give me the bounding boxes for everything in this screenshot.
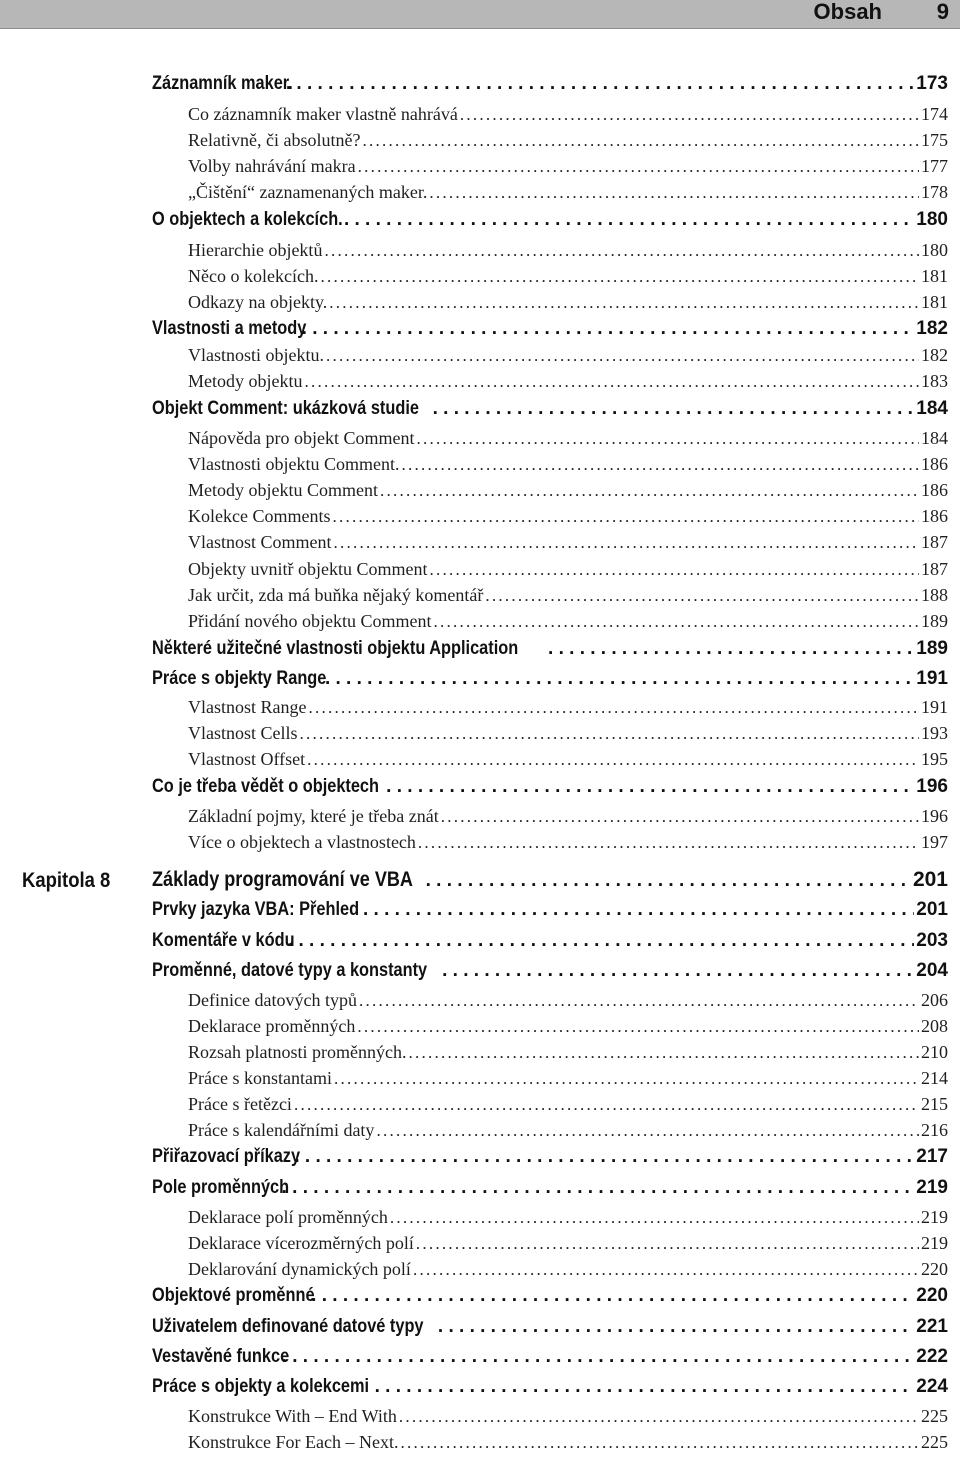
toc-leader-dots <box>413 1260 919 1280</box>
toc-subsection-row <box>188 130 948 156</box>
toc-entry-title: Co je třeba vědět o objektech <box>152 776 380 797</box>
toc-page-number: 177 <box>921 156 948 176</box>
toc-page-number: 186 <box>921 480 948 500</box>
toc-leader-dots <box>324 241 919 261</box>
toc-entry-title: Práce s objekty Range <box>152 668 327 689</box>
toc-subsection-row <box>188 1259 948 1285</box>
toc-page-number: 221 <box>916 1316 948 1337</box>
toc-page-number: 180 <box>921 240 948 260</box>
toc-page-number: 197 <box>921 832 948 852</box>
toc-entry-title: Deklarace vícerozměrných polí <box>188 1233 414 1253</box>
toc-leader-dots <box>282 1346 915 1368</box>
toc-subsection-row <box>188 428 948 454</box>
toc-entry-title: Konstrukce With – End With <box>188 1406 397 1426</box>
toc-leader-dots <box>320 267 919 287</box>
toc-leader-dots <box>400 1433 919 1453</box>
toc-section-row <box>152 209 948 239</box>
toc-entry-title: Metody objektu Comment <box>188 480 378 500</box>
toc-entry-title: Něco o kolekcích. <box>188 266 319 286</box>
toc-page-number: 188 <box>921 585 948 605</box>
toc-page-number: 208 <box>921 1016 948 1036</box>
toc-entry-title: Pole proměnných <box>152 1177 290 1198</box>
toc-leader-dots <box>288 930 914 952</box>
toc-leader-dots <box>376 1121 919 1141</box>
toc-page-number: 195 <box>921 749 948 769</box>
toc-page-number: 187 <box>921 559 948 579</box>
toc-page-number: 175 <box>921 130 948 150</box>
toc-leader-dots <box>375 1376 915 1398</box>
toc-subsection-row <box>188 1094 948 1120</box>
toc-leader-dots <box>309 698 920 718</box>
toc-page-number: 214 <box>921 1068 948 1088</box>
toc-subsection-row <box>188 1016 948 1042</box>
toc-leader-dots <box>416 429 919 449</box>
toc-page-number: 224 <box>916 1376 948 1397</box>
toc-leader-dots <box>282 1177 915 1199</box>
toc-section-row <box>152 638 948 668</box>
toc-page-number: 201 <box>912 868 948 891</box>
toc-section-row <box>152 1146 948 1176</box>
toc-subsection-row <box>188 1120 948 1146</box>
toc-page-number: 174 <box>921 104 948 124</box>
toc-entry-title: Relativně, či absolutně? <box>188 130 361 150</box>
toc-section-row <box>152 1285 948 1315</box>
toc-leader-dots <box>429 560 919 580</box>
toc-entry-title: Definice datových typů <box>188 990 357 1010</box>
toc-leader-dots <box>294 1146 914 1168</box>
toc-section-row <box>152 930 948 960</box>
toc-entry-title: Více o objektech a vlastnostech <box>188 832 416 852</box>
toc-subsection-row <box>188 1432 948 1458</box>
toc-page-number: 219 <box>921 1207 948 1227</box>
toc-leader-dots <box>399 1407 919 1427</box>
toc-page-number: 210 <box>921 1042 948 1062</box>
toc-page-number: 215 <box>921 1094 948 1114</box>
toc-page-number: 201 <box>916 899 948 920</box>
toc-entry-title: Proměnné, datové typy a konstanty <box>152 960 428 981</box>
toc-leader-dots <box>442 960 914 982</box>
toc-page-number: 225 <box>921 1406 948 1426</box>
toc-page-number: 182 <box>916 318 948 339</box>
toc-entry-title: Základy programování ve VBA <box>152 868 413 891</box>
toc-page-number: 196 <box>921 806 948 826</box>
toc-entry-title: Objekty uvnitř objektu Comment <box>188 559 428 579</box>
toc-page-number: 182 <box>921 345 948 365</box>
toc-section-row <box>152 1346 948 1376</box>
toc-page-number: 173 <box>916 73 948 94</box>
toc-entry-title: Uživatelem definované datové typy <box>152 1316 424 1337</box>
toc-leader-dots <box>390 1208 919 1228</box>
toc-entry-title: Volby nahrávání makra <box>188 156 356 176</box>
toc-leader-dots <box>302 318 915 340</box>
toc-entry-title: Přiřazovací příkazy <box>152 1146 301 1167</box>
toc-page-number: 220 <box>916 1285 948 1306</box>
toc-leader-dots <box>416 1234 919 1254</box>
toc-entry-title: Přidání nového objektu Comment <box>188 611 432 631</box>
toc-leader-dots <box>433 398 915 420</box>
toc-subsection-row <box>188 832 948 858</box>
toc-leader-dots <box>438 1316 914 1338</box>
toc-leader-dots <box>402 455 920 475</box>
toc-entry-title: Záznamník maker. <box>152 73 293 94</box>
toc-subsection-row <box>188 990 948 1016</box>
toc-entry-title: Vlastnost Comment <box>188 532 332 552</box>
toc-entry-title: Deklarace proměnných <box>188 1016 356 1036</box>
toc-section-row <box>152 318 948 348</box>
toc-entry-title: Rozsah platnosti proměnných. <box>188 1042 407 1062</box>
toc-page-number: 181 <box>921 292 948 312</box>
toc-entry-title: Práce s kalendářními daty <box>188 1120 375 1140</box>
toc-subsection-row <box>188 1068 948 1094</box>
toc-page-number: 180 <box>916 209 948 230</box>
toc-leader-dots <box>307 750 919 770</box>
toc-entry-title: „Čištění“ zaznamenaných maker. <box>188 182 428 202</box>
toc-section-row <box>152 73 948 103</box>
toc-section-row <box>152 1316 948 1346</box>
toc-page-number: 204 <box>916 960 948 981</box>
toc-page-number: 191 <box>921 697 948 717</box>
toc-section-row <box>152 1177 948 1207</box>
toc-leader-dots <box>332 507 919 527</box>
toc-entry-title: Vlastnosti objektu. <box>188 345 324 365</box>
toc-leader-dots <box>408 1043 919 1063</box>
toc-leader-dots <box>460 105 919 125</box>
toc-leader-dots <box>548 638 914 660</box>
toc-page-number: 184 <box>916 398 948 419</box>
toc-entry-title: Komentáře v kódu <box>152 930 295 951</box>
toc-page-number: 187 <box>921 532 948 552</box>
chapter-label: Kapitola 8 <box>22 869 111 892</box>
toc-subsection-row <box>188 292 948 318</box>
toc-entry-title: Vlastnosti a metody <box>152 318 307 339</box>
toc-page-number: 219 <box>921 1233 948 1253</box>
toc-subsection-row <box>188 1042 948 1068</box>
toc-subsection-row <box>188 697 948 723</box>
toc-leader-dots <box>359 991 919 1011</box>
toc-entry-title: Hierarchie objektů <box>188 240 323 260</box>
toc-entry-title: Kolekce Comments <box>188 506 331 526</box>
toc-subsection-row <box>188 156 948 182</box>
toc-leader-dots <box>418 833 919 853</box>
toc-page-number: 220 <box>921 1259 948 1279</box>
toc-section-row <box>152 398 948 428</box>
toc-entry-title: Vestavěné funkce <box>152 1346 290 1367</box>
toc-page-number: 203 <box>916 930 948 951</box>
toc-entry-title: O objektech a kolekcích. <box>152 209 343 230</box>
toc-section-row <box>152 668 948 698</box>
toc-entry-title: Odkazy na objekty. <box>188 292 328 312</box>
toc-entry-title: Metody objektu <box>188 371 303 391</box>
toc-page-number: 189 <box>916 638 948 659</box>
toc-entry-title: Vlastnost Offset <box>188 749 306 769</box>
toc-leader-dots <box>386 776 914 798</box>
toc-section-row <box>152 1376 948 1406</box>
toc-page-number: 183 <box>921 371 948 391</box>
toc-leader-dots <box>334 1069 919 1089</box>
running-header-title: Obsah <box>813 0 882 24</box>
toc-section-row <box>152 776 948 806</box>
toc-entry-title: Vlastnosti objektu Comment. <box>188 454 400 474</box>
toc-page-number: 186 <box>921 506 948 526</box>
toc-subsection-row <box>188 611 948 637</box>
toc-entry-title: Deklarování dynamických polí <box>188 1259 411 1279</box>
toc-page-number: 196 <box>916 776 948 797</box>
toc-leader-dots <box>363 899 914 921</box>
toc-entry-title: Práce s řetězci <box>188 1094 292 1114</box>
toc-page-number: 184 <box>921 428 948 448</box>
toc-entry-title: Práce s objekty a kolekcemi <box>152 1376 370 1397</box>
toc-subsection-row <box>188 240 948 266</box>
toc-entry-title: Nápověda pro objekt Comment <box>188 428 415 448</box>
toc-subsection-row <box>188 806 948 832</box>
toc-leader-dots <box>286 73 914 95</box>
toc-leader-dots <box>300 724 919 744</box>
toc-leader-dots <box>357 1017 919 1037</box>
toc-leader-dots <box>441 807 919 827</box>
toc-leader-dots <box>380 481 919 501</box>
toc-page-number: 178 <box>921 182 948 202</box>
toc-leader-dots <box>433 612 919 632</box>
toc-entry-title: Některé užitečné vlastnosti objektu Application <box>152 638 519 659</box>
toc-subsection-row <box>188 104 948 130</box>
toc-entry-title: Práce s konstantami <box>188 1068 332 1088</box>
running-header-page-number: 9 <box>936 0 949 24</box>
toc-page-number: 225 <box>921 1432 948 1452</box>
toc-leader-dots <box>358 157 919 177</box>
toc-entry-title: Objektové proměnné <box>152 1285 315 1306</box>
toc-page-number: 206 <box>921 990 948 1010</box>
toc-leader-dots <box>344 209 914 231</box>
toc-entry-title: Prvky jazyka VBA: Přehled <box>152 899 360 920</box>
toc-subsection-row <box>188 532 948 558</box>
toc-subsection-row <box>188 1207 948 1233</box>
toc-subsection-row <box>188 266 948 292</box>
toc-entry-title: Objekt Comment: ukázková studie <box>152 398 419 419</box>
toc-page-number: 181 <box>921 266 948 286</box>
toc-subsection-row <box>188 723 948 749</box>
toc-entry-title: Vlastnost Range <box>188 697 307 717</box>
toc-entry-title: Konstrukce For Each – Next. <box>188 1432 399 1452</box>
toc-subsection-row <box>188 749 948 775</box>
toc-entry-title: Základní pojmy, které je třeba znát <box>188 806 439 826</box>
toc-leader-dots <box>485 586 919 606</box>
toc-subsection-row <box>188 454 948 480</box>
toc-leader-dots <box>305 372 920 392</box>
toc-leader-dots <box>329 293 919 313</box>
toc-page-number: 216 <box>921 1120 948 1140</box>
toc-subsection-row <box>188 1233 948 1259</box>
toc-leader-dots <box>311 1285 914 1307</box>
toc-leader-dots <box>429 183 919 203</box>
toc-subsection-row <box>188 506 948 532</box>
toc-page-number: 217 <box>916 1146 948 1167</box>
toc-section-row <box>152 899 948 929</box>
toc-subsection-row <box>188 585 948 611</box>
toc-subsection-row <box>188 371 948 397</box>
toc-leader-dots <box>426 870 911 892</box>
toc-page-number: 189 <box>921 611 948 631</box>
toc-leader-dots <box>362 131 919 151</box>
toc-subsection-row <box>188 559 948 585</box>
toc-leader-dots <box>294 1095 919 1115</box>
toc-leader-dots <box>326 346 919 366</box>
toc-section-row <box>152 960 948 990</box>
toc-page-number: 222 <box>916 1346 948 1367</box>
toc-leader-dots <box>334 533 920 553</box>
toc-entry-title: Jak určit, zda má buňka nějaký komentář <box>188 585 484 605</box>
toc-subsection-row <box>188 345 948 371</box>
toc-page-number: 219 <box>916 1177 948 1198</box>
toc-subsection-row <box>188 182 948 208</box>
toc-page-number: 193 <box>921 723 948 743</box>
toc-entry-title: Deklarace polí proměnných <box>188 1207 388 1227</box>
toc-leader-dots <box>325 668 914 690</box>
toc-entry-title: Vlastnost Cells <box>188 723 298 743</box>
toc-subsection-row <box>188 1406 948 1432</box>
toc-subsection-row <box>188 480 948 506</box>
chapter-title-row <box>152 868 948 898</box>
toc-entry-title: Co záznamník maker vlastně nahrává <box>188 104 458 124</box>
toc-page-number: 191 <box>916 668 948 689</box>
toc-page-number: 186 <box>921 454 948 474</box>
